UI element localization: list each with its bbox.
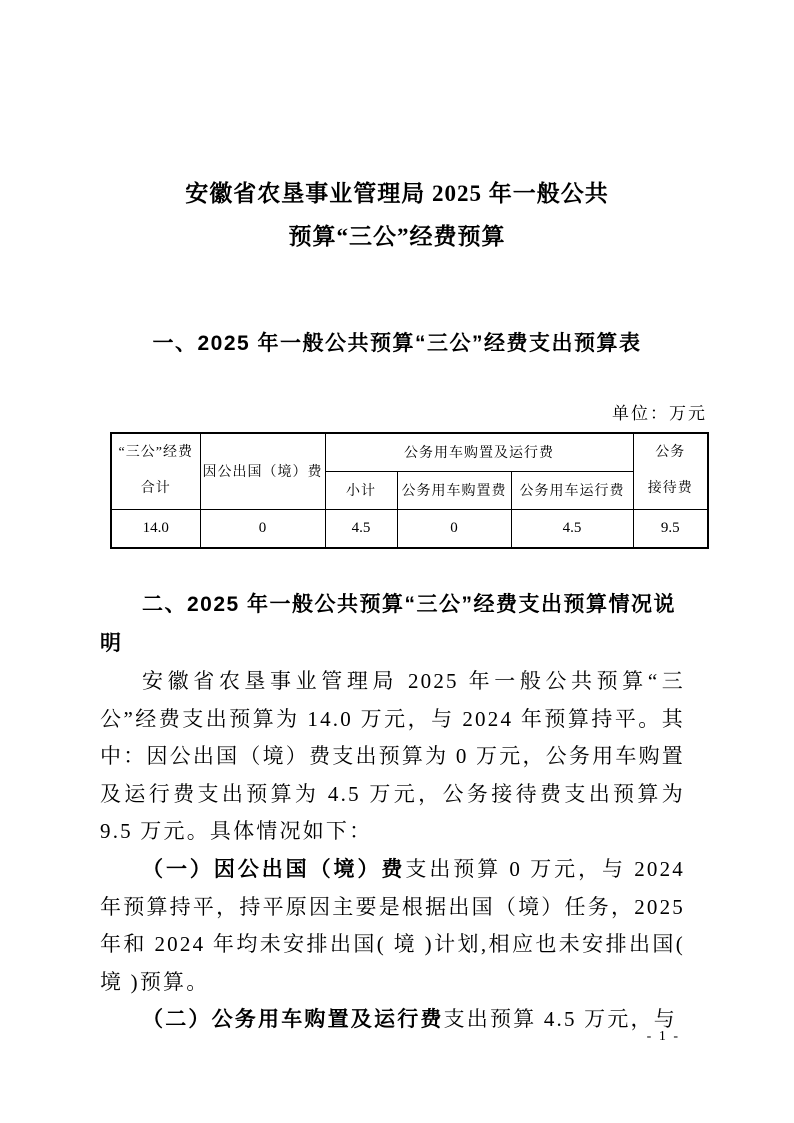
paragraph-abroad	[100, 851, 685, 1001]
paragraph-overview	[100, 663, 685, 851]
value-reception: 9.5	[633, 509, 708, 548]
paragraph-vehicle	[100, 1001, 685, 1039]
value-total: 14.0	[111, 509, 200, 548]
paragraph-vehicle-lead: （二）公务用车购置及运行费	[142, 1008, 444, 1032]
table-row	[111, 509, 708, 548]
header-total-line-2: 合计	[140, 481, 171, 497]
document-title	[0, 172, 794, 258]
paragraph-overview-text: 安徽省农垦事业管理局 2025 年一般公共预算“三公”经费支出预算为 14.0 万元，与 2024 年预算持平。其中：因公出国（境）费支出预算为 0 万元，公务用车购置及运行费支出预算为 4.5 万元，公务接待费支出预算为 9.5 万元。具体情况如下：	[100, 669, 685, 844]
paragraph-vehicle-text: 支出预算 4.5 万元，与	[443, 1007, 677, 1032]
value-abroad: 0	[200, 509, 325, 548]
section-two-heading: 二、2025 年一般公共预算“三公”经费支出预算情况说明	[100, 593, 677, 655]
budget-table	[110, 432, 709, 549]
header-reception-line-2: 接待费	[647, 481, 693, 497]
value-vehicle-subtotal: 4.5	[325, 509, 397, 548]
document-title-line-2: 预算“三公”经费预算	[288, 224, 506, 249]
page-number: - 1 -	[646, 1029, 680, 1044]
header-cell-vehicle-group: 公务用车购置及运行费	[325, 433, 633, 471]
header-cell-vehicle-purchase: 公务用车购置费	[397, 471, 511, 509]
header-cell-total	[111, 433, 200, 509]
header-cell-vehicle-subtotal: 小计	[325, 471, 397, 509]
header-reception-line-1: 公务	[655, 445, 686, 461]
table-unit-label: 单位：万元	[612, 404, 707, 423]
value-vehicle-purchase: 0	[397, 509, 511, 548]
document-title-line-1: 安徽省农垦事业管理局 2025 年一般公共	[185, 181, 609, 206]
section-two	[100, 585, 685, 1039]
paragraph-abroad-lead: （一）因公出国（境）费	[142, 857, 406, 881]
header-cell-vehicle-operation: 公务用车运行费	[511, 471, 633, 509]
paragraph-abroad-text: 支出预算 0 万元，与 2024 年预算持平，持平原因主要是根据出国（境）任务，2025 年和 2024 年均未安排出国( 境 )计划,相应也未安排出国( 境 )预算。	[100, 856, 685, 994]
section-one-heading: 一、2025 年一般公共预算“三公”经费支出预算表	[152, 332, 642, 355]
value-vehicle-operation: 4.5	[511, 509, 633, 548]
header-total-line-1: “三公”经费	[118, 445, 193, 461]
header-cell-reception	[633, 433, 708, 509]
header-cell-abroad: 因公出国（境）费	[200, 433, 325, 509]
